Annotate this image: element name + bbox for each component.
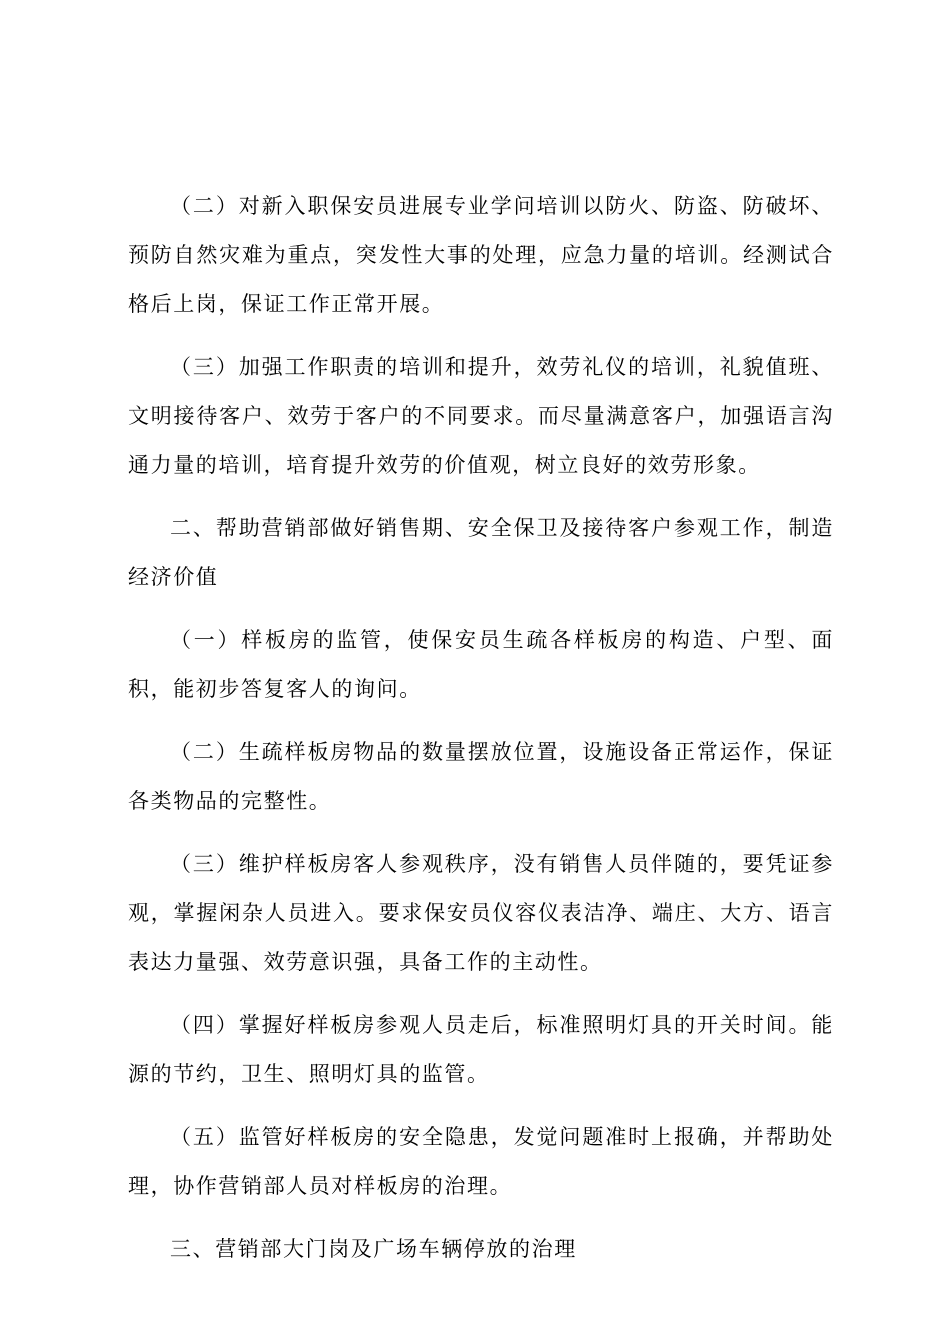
document-body bbox=[128, 182, 834, 1288]
paragraph-model-room-supervision: （一）样板房的监管，使保安员生疏各样板房的构造、户型、面积，能初步答复客人的询问。 bbox=[128, 628, 834, 701]
paragraph-training-duties: （三）加强工作职责的培训和提升，效劳礼仪的培训，礼貌值班、文明接待客户、效劳于客户的不同要求。而尽量满意客户，加强语言沟通力量的培训，培育提升效劳的价值观，树立良好的效劳形象。 bbox=[128, 355, 834, 477]
section-heading-sales-support: 二、帮助营销部做好销售期、安全保卫及接待客户参观工作，制造经济价值 bbox=[128, 516, 834, 589]
paragraph-safety-hazards: （五）监管好样板房的安全隐患，发觉问题准时上报确，并帮助处理，协作营销部人员对样板房的治理。 bbox=[128, 1125, 834, 1198]
paragraph-model-room-items: （二）生疏样板房物品的数量摆放位置，设施设备正常运作，保证各类物品的完整性。 bbox=[128, 740, 834, 813]
section-heading-gate-parking: 三、营销部大门岗及广场车辆停放的治理 bbox=[170, 1237, 577, 1261]
paragraph-lighting-control: （四）掌握好样板房参观人员走后，标准照明灯具的开关时间。能源的节约，卫生、照明灯具的监管。 bbox=[128, 1013, 834, 1086]
paragraph-training-new-guards: （二）对新入职保安员进展专业学问培训以防火、防盗、防破坏、预防自然灾难为重点，突发性大事的处理，应急力量的培训。经测试合格后上岗，保证工作正常开展。 bbox=[128, 194, 834, 316]
paragraph-visitor-order: （三）维护样板房客人参观秩序，没有销售人员伴随的，要凭证参观，掌握闲杂人员进入。要求保安员仪容仪表洁净、端庄、大方、语言表达力量强、效劳意识强，具备工作的主动性。 bbox=[128, 852, 834, 974]
